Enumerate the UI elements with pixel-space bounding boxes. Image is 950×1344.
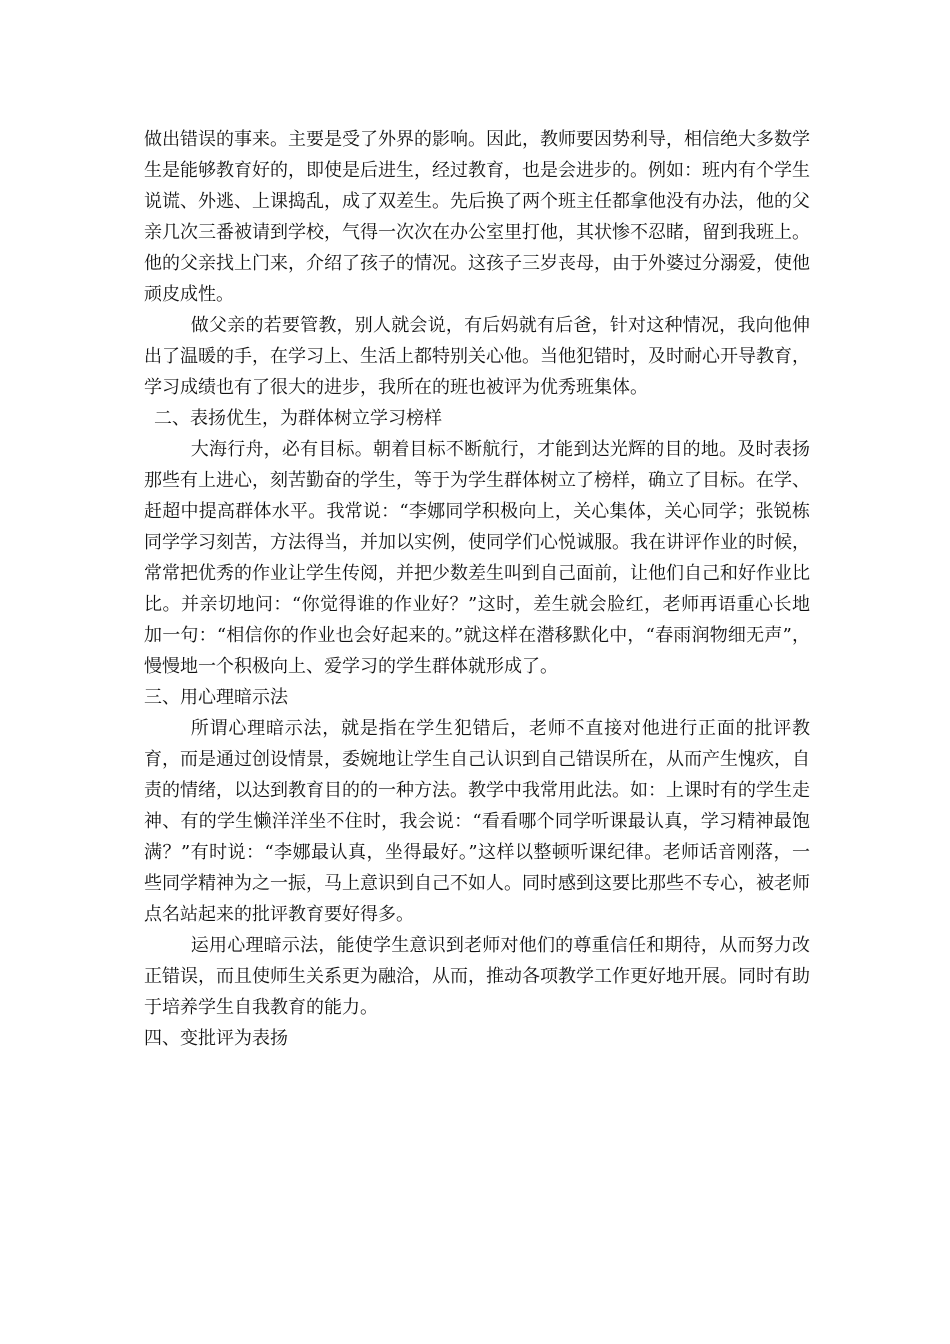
paragraph-suggestion-effect: 运用心理暗示法，能使学生意识到老师对他们的尊重信任和期待，从而努力改正错误，而且使师生关系更为融洽，从而，推动各项教学工作更好地开展。同时有助于培养学生自我教育的能力。	[144, 935, 810, 1018]
paragraph-intro: 做出错误的事来。主要是受了外界的影响。因此，教师要因势利导，相信绝大多数学生是能够教育好的，即使是后进生，经过教育，也是会进步的。例如：班内有个学生说谎、外逃、上课捣乱，成了双差生。先后换了两个班主任都拿他没有办法，他的父亲几次三番被请到学校，气得一次次在办公室里打他，其状惨不忍睹，留到我班上。他的父亲找上门来，介绍了孩子的情况。这孩子三岁丧母，由于外婆过分溺爱，使他顽皮成性。	[144, 129, 810, 305]
section-heading-2: 二、表扬优生，为群体树立学习榜样	[154, 408, 442, 429]
paragraph-suggestion: 所谓心理暗示法，就是指在学生犯错后，老师不直接对他进行正面的批评教育，而是通过创设情景，委婉地让学生自己认识到自己错误所在，从而产生愧疚，自责的情绪，以达到教育目的的一种方法。教学中我常用此法。如：上课时有的学生走神、有的学生懒洋洋坐不住时，我会说：“看看哪个同学听课最认真，学习精神最饱满？”有时说：“李娜最认真，坐得最好。”这样以整顿听课纪律。老师话音刚落，一些同学精神为之一振，马上意识到自己不如人。同时感到这要比那些不专心，被老师点名站起来的批评教育要好得多。	[144, 718, 810, 925]
section-heading-3: 三、用心理暗示法	[144, 687, 288, 708]
paragraph-praise: 大海行舟，必有目标。朝着目标不断航行，才能到达光辉的目的地。及时表扬那些有上进心，刻苦勤奋的学生，等于为学生群体树立了榜样，确立了目标。在学、赶超中提高群体水平。我常说：“李娜同学积极向上，关心集体，关心同学；张锐栋同学学习刻苦，方法得当，并加以实例，使同学们心悦诚服。我在讲评作业的时候，常常把优秀的作业让学生传阅，并把少数差生叫到自己面前，让他们自己和好作业比比。并亲切地问：“你觉得谁的作业好？”这时，差生就会脸红，老师再语重心长地加一句：“相信你的作业也会好起来的。”就这样在潜移默化中，“春雨润物细无声”，慢慢地一个积极向上、爱学习的学生群体就形成了。	[144, 439, 810, 677]
paragraph-father: 做父亲的若要管教，别人就会说，有后妈就有后爸，针对这种情况，我向他伸出了温暖的手，在学习上、生活上都特别关心他。当他犯错时，及时耐心开导教育，学习成绩也有了很大的进步，我所在的班也被评为优秀班集体。	[144, 315, 810, 398]
section-heading-4: 四、变批评为表扬	[144, 1028, 288, 1049]
document-body	[144, 124, 810, 1054]
